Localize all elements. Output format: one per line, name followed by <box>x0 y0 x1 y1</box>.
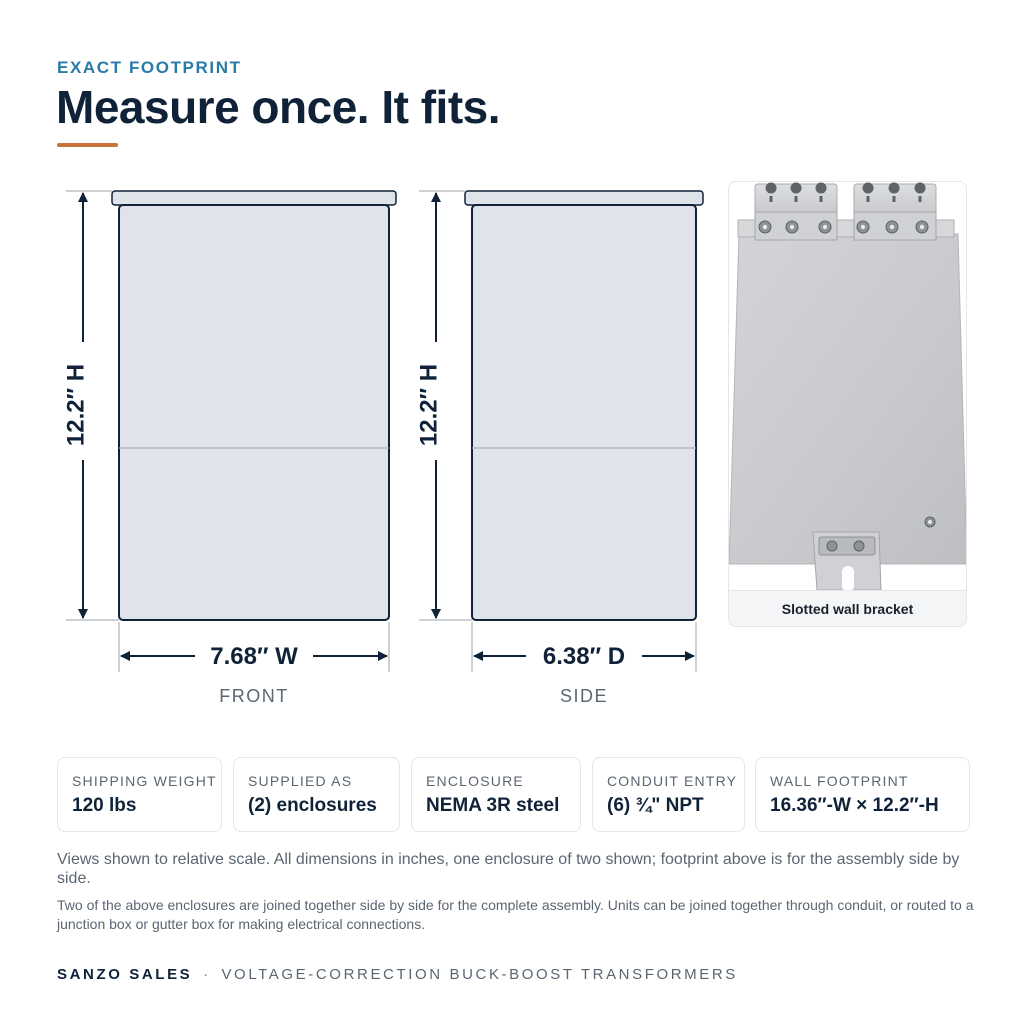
side-height-label: 12.2″ H <box>415 363 443 447</box>
side-enclosure-body <box>472 205 696 620</box>
stat-label: CONDUIT ENTRY <box>607 773 738 789</box>
side-enclosure-lid <box>465 191 703 205</box>
stat-label: SHIPPING WEIGHT <box>72 773 217 789</box>
footer-tagline: VOLTAGE-CORRECTION BUCK-BOOST TRANSFORMERS <box>221 966 738 983</box>
photo-caption: Slotted wall bracket <box>729 590 966 626</box>
stat-label: SUPPLIED AS <box>248 773 353 789</box>
side-view <box>416 191 704 706</box>
stat-wall-footprint <box>755 757 970 832</box>
headline: Measure once. It fits. <box>56 81 501 133</box>
front-enclosure-lid <box>112 191 396 205</box>
stat-enclosure <box>411 757 581 832</box>
stat-shipping-weight <box>57 757 222 832</box>
stat-label: ENCLOSURE <box>426 773 524 789</box>
spec-stats-row <box>57 757 970 832</box>
eyebrow: EXACT FOOTPRINT <box>57 58 242 77</box>
front-enclosure-body <box>119 205 389 620</box>
scale-note: Views shown to relative scale. All dimensions in inches, one enclosure of two shown; footprint above is for the assembly side by side. <box>57 851 960 887</box>
stat-value: (2) enclosures <box>248 795 377 816</box>
stat-value: 16.36″-W × 12.2″-H <box>770 795 939 816</box>
side-view-label: SIDE <box>559 686 609 706</box>
stat-value: NEMA 3R steel <box>426 795 560 816</box>
front-height-label: 12.2″ H <box>62 363 90 447</box>
brand-name: SANZO SALES <box>57 966 193 983</box>
front-view <box>63 191 397 706</box>
slotted-wall-bracket-image <box>729 182 967 592</box>
side-depth-label: 6.38″ D <box>542 643 626 670</box>
assembly-note: Two of the above enclosures are joined together side by side for the complete assembly. Units can be joined together through conduit, or routed to a junction box or gutter box for making electrical connections. <box>57 897 974 932</box>
bracket-photo-card <box>728 181 967 627</box>
footer <box>57 966 738 983</box>
stat-label: WALL FOOTPRINT <box>770 773 909 789</box>
stat-supplied-as <box>233 757 400 832</box>
stat-value: (6) ¾" NPT <box>607 795 704 816</box>
stat-conduit-entry <box>592 757 745 832</box>
stat-value: 120 lbs <box>72 795 137 816</box>
front-view-label: FRONT <box>219 686 289 706</box>
footer-separator: · <box>203 966 211 983</box>
front-width-label: 7.68″ W <box>210 643 298 670</box>
